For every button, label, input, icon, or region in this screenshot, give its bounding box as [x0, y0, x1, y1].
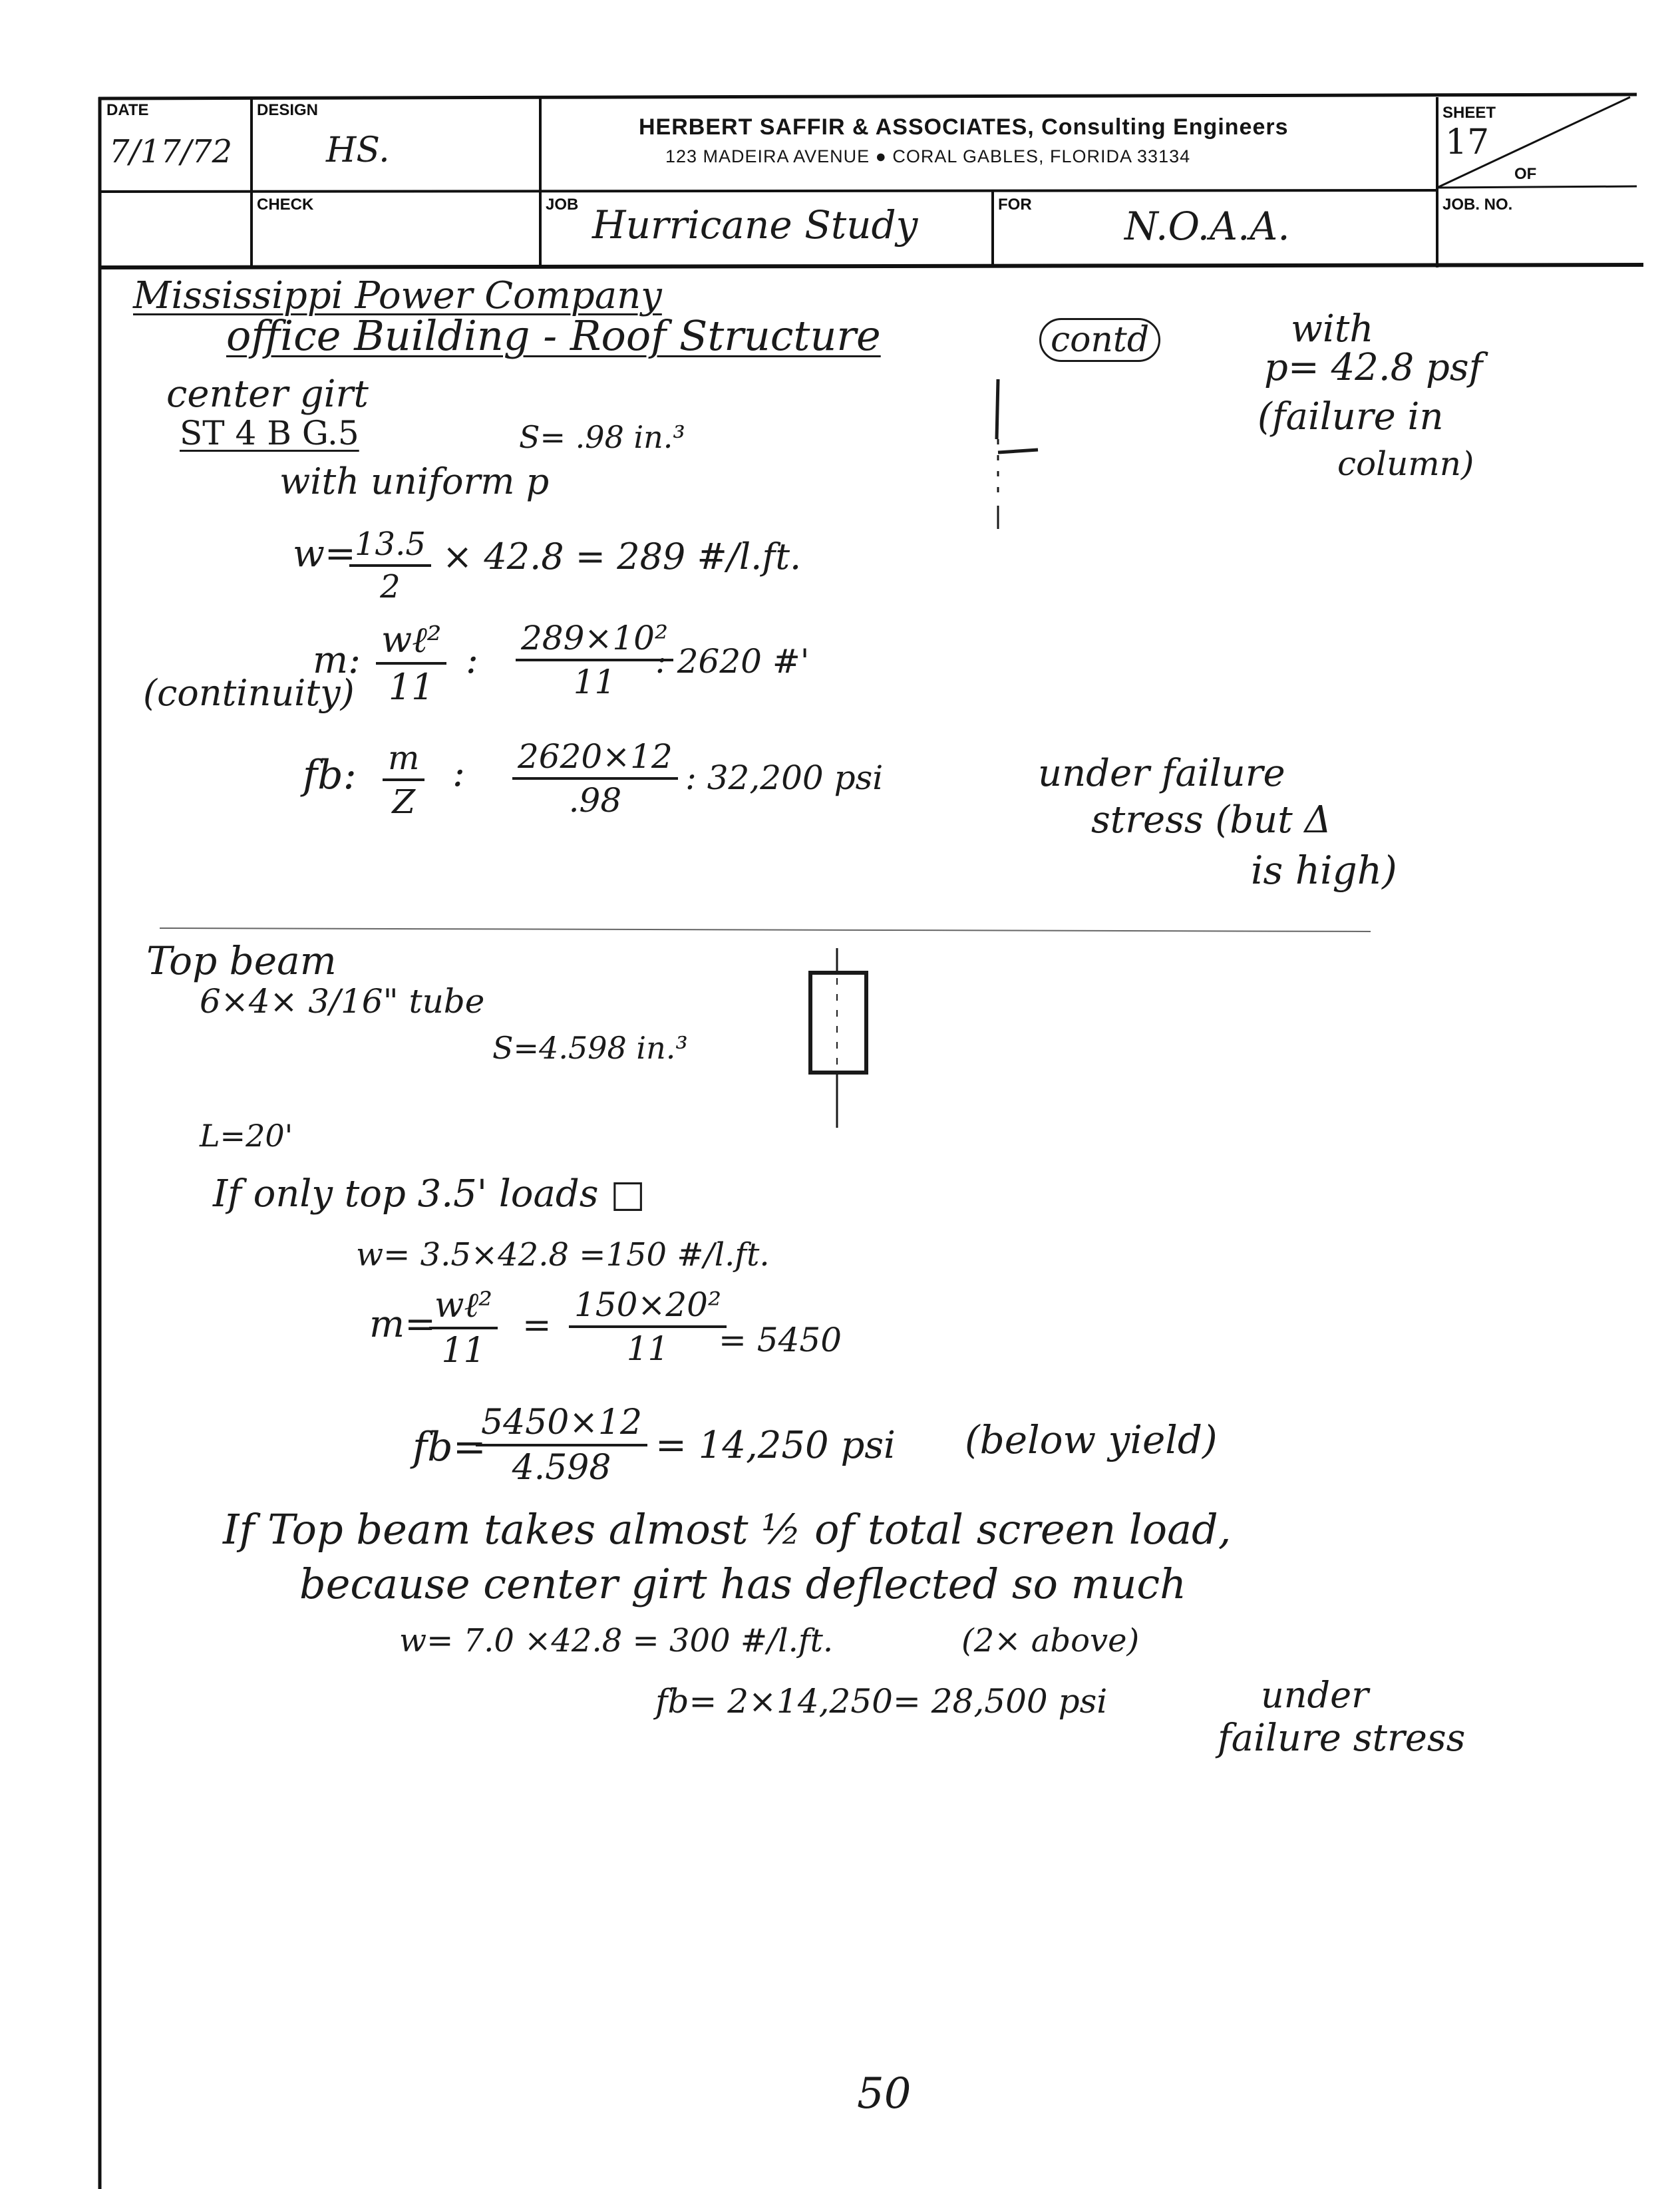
girt-uniform: with uniform p	[279, 460, 550, 502]
conclusion-fb-line: fb= 2×14,250= 28,500 psi	[655, 1682, 1108, 1721]
title-line-1: Mississippi Power Company	[133, 274, 662, 317]
side-note-line-1: with	[1291, 307, 1374, 351]
for-label: FOR	[998, 196, 1032, 214]
girt-m-calc	[516, 619, 673, 701]
check-label: CHECK	[257, 196, 314, 214]
girt-heading: center girt	[166, 373, 369, 416]
girt-m-formula	[376, 619, 446, 708]
date-value: 7/17/72	[109, 133, 233, 170]
sheet-of-label: OF	[1514, 165, 1537, 183]
beam-heading: Top beam	[146, 938, 337, 983]
beam-length: L=20'	[200, 1118, 293, 1154]
design-label: DESIGN	[257, 101, 319, 119]
girt-fb-calc	[512, 737, 678, 820]
girt-note-2: stress (but Δ	[1091, 798, 1331, 842]
girt-note-1: under failure	[1038, 752, 1285, 795]
conclusion-w-note: (2× above)	[961, 1622, 1140, 1659]
girt-continuity: (continuity)	[143, 672, 355, 714]
girt-modulus: S= .98 in.³	[519, 419, 685, 455]
sheet-number: 17	[1445, 122, 1490, 162]
girt-note-3: is high)	[1251, 848, 1397, 893]
beam-m-formula	[429, 1285, 498, 1371]
beam-fb-calc-den: 4.598	[512, 1448, 611, 1488]
tee-section-sketch	[971, 373, 1051, 532]
job-label: JOB	[546, 196, 579, 214]
beam-m-formula-den: 11	[441, 1331, 486, 1371]
beam-fb-result: = 14,250 psi	[655, 1424, 896, 1467]
beam-w-line: w= 3.5×42.8 =150 #/l.ft.	[356, 1236, 770, 1273]
beam-m-calc-den: 11	[626, 1329, 669, 1368]
conclusion-line-2: because center girt has deflected so much	[299, 1560, 1187, 1608]
girt-w-rest: × 42.8 = 289 #/l.ft.	[442, 536, 802, 578]
girt-fb-formula	[383, 739, 424, 821]
page-number: 50	[857, 2069, 912, 2118]
side-note-line-2: p= 42.8 psf	[1264, 346, 1483, 389]
girt-section: ST 4 B G.5	[180, 414, 359, 452]
girt-fb-formula-den: Z	[392, 782, 416, 821]
girt-fb-eq: :	[452, 752, 465, 795]
beam-m-result: = 5450	[719, 1321, 842, 1359]
job-no-label: JOB. NO.	[1442, 196, 1513, 214]
girt-m-formula-den: 11	[388, 666, 434, 708]
conclusion-note-1: under	[1261, 1674, 1369, 1716]
beam-fb-calc	[476, 1403, 647, 1488]
girt-fb-calc-num: 2620×12	[512, 737, 678, 780]
girt-fb-calc-den: .98	[568, 781, 622, 820]
conclusion-w-line: w= 7.0 ×42.8 = 300 #/l.ft.	[399, 1622, 834, 1659]
beam-m-calc	[569, 1285, 727, 1368]
beam-m-calc-num: 150×20²	[569, 1285, 727, 1328]
design-value: HS.	[326, 130, 390, 170]
girt-w-lhs: w=	[293, 532, 356, 576]
conclusion-line-1: If Top beam takes almost ½ of total screen load,	[223, 1505, 1232, 1554]
beam-if-line: If only top 3.5' loads □	[213, 1172, 646, 1216]
girt-m-lhs: m:	[313, 639, 361, 682]
girt-fb-result: : 32,200 psi	[685, 758, 884, 797]
beam-fb-note: (below yield)	[965, 1417, 1218, 1462]
girt-m-result: : 2620 #'	[655, 642, 810, 681]
beam-fb-calc-num: 5450×12	[476, 1403, 647, 1446]
conclusion-note-2: failure stress	[1218, 1717, 1466, 1760]
girt-fb-formula-num: m	[383, 739, 424, 781]
side-note-line-3: (failure in	[1258, 395, 1444, 438]
girt-fb-lhs: fb:	[303, 752, 357, 798]
girt-m-formula-num: wℓ²	[376, 619, 446, 665]
girt-m-calc-den: 11	[573, 663, 616, 701]
beam-modulus: S=4.598 in.³	[492, 1030, 688, 1066]
company-address: 123 MADEIRA AVENUE ● CORAL GABLES, FLORIDA 33134	[665, 146, 1191, 166]
for-value: N.O.A.A.	[1124, 204, 1290, 249]
tube-section-sketch	[798, 945, 878, 1131]
title-contd: contd	[1039, 318, 1160, 362]
beam-m-formula-num: wℓ²	[429, 1285, 498, 1329]
beam-m-lhs: m=	[369, 1303, 436, 1346]
girt-w-num: 13.5	[349, 526, 431, 567]
girt-w-den: 2	[380, 568, 401, 605]
sheet-label: SHEET	[1442, 104, 1496, 122]
girt-m-calc-num: 289×10²	[516, 619, 673, 661]
title-line-2: office Building - Roof Structure	[226, 311, 881, 360]
job-value: Hurricane Study	[592, 202, 918, 248]
beam-fb-lhs: fb=	[413, 1424, 486, 1470]
beam-section: 6×4× 3/16" tube	[200, 982, 485, 1021]
date-label: DATE	[106, 101, 149, 119]
girt-m-eq: :	[466, 639, 478, 682]
beam-m-eq: =	[522, 1305, 552, 1345]
company-name: HERBERT SAFFIR & ASSOCIATES, Consulting Engineers	[639, 114, 1289, 140]
side-note-line-4: column)	[1337, 444, 1474, 483]
girt-w-fraction	[349, 526, 431, 605]
